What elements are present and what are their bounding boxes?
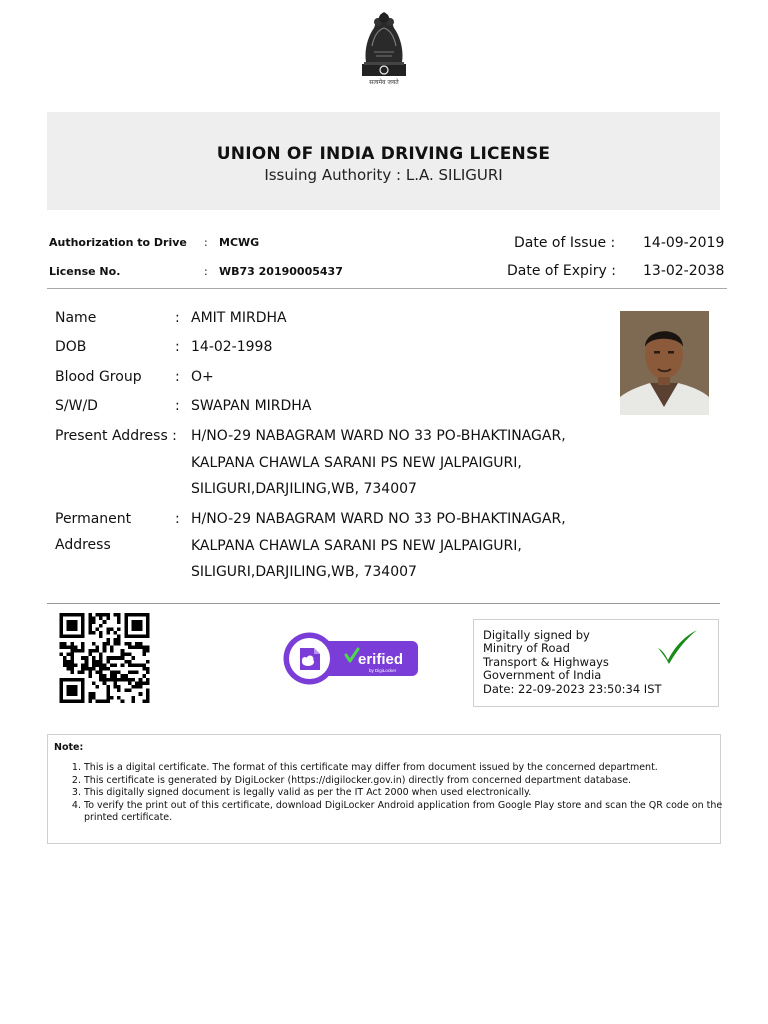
name-colon: : <box>175 310 180 326</box>
swd-value: SWAPAN MIRDHA <box>191 398 312 414</box>
note-item: 4. To verify the print out of this certificate, download DigiLocker Android application from Google Play store and scan the QR code on the printed certificate. <box>84 800 740 825</box>
expiry-date-label: Date of Expiry : <box>507 263 616 279</box>
note-title: Note: <box>54 742 84 753</box>
name-label: Name <box>55 310 97 326</box>
permanent-address-line: KALPANA CHAWLA SARANI PS NEW JALPAIGURI, <box>191 538 522 554</box>
swd-colon: : <box>175 398 180 414</box>
issue-date-label: Date of Issue : <box>514 235 616 251</box>
name-value: AMIT MIRDHA <box>191 310 287 326</box>
license-number-value: WB73 20190005437 <box>219 265 343 278</box>
blood-group-label: Blood Group <box>55 369 142 385</box>
swd-label: S/W/D <box>55 398 98 414</box>
permanent-address-colon: : <box>175 511 180 527</box>
present-address-line: SILIGURI,DARJILING,WB, 734007 <box>191 481 417 497</box>
license-header <box>47 112 720 210</box>
authorization-value: MCWG <box>219 236 260 249</box>
present-address-label: Present Address : <box>55 428 177 444</box>
dob-label: DOB <box>55 339 87 355</box>
issuing-authority: Issuing Authority : L.A. SILIGURI <box>264 166 503 184</box>
blood-group-value: O+ <box>191 369 214 385</box>
signature-line: Digitally signed by <box>483 628 590 642</box>
signature-line: Minitry of Road <box>483 641 570 655</box>
dob-value: 14-02-1998 <box>191 339 273 355</box>
divider <box>47 288 727 289</box>
permanent-address-label-2: Address <box>55 537 111 553</box>
qr-code[interactable] <box>57 613 152 703</box>
issue-date-value: 14-09-2019 <box>643 235 725 251</box>
authorization-label: Authorization to Drive <box>49 236 187 249</box>
authorization-colon: : <box>204 236 208 249</box>
expiry-date-value: 13-02-2038 <box>643 263 725 279</box>
permanent-address-label: Permanent <box>55 511 132 527</box>
dob-colon: : <box>175 339 180 355</box>
holder-photo <box>620 311 709 415</box>
present-address-line: KALPANA CHAWLA SARANI PS NEW JALPAIGURI, <box>191 455 522 471</box>
signature-line: Transport & Highways <box>483 655 609 669</box>
badge-subtext: by DigiLocker <box>369 668 397 673</box>
note-list <box>56 762 740 825</box>
checkmark-icon <box>655 628 699 666</box>
note-item: 3. This digitally signed document is legally valid as per the IT Act 2000 when used electronically. <box>84 787 740 800</box>
document-title: UNION OF INDIA DRIVING LICENSE <box>216 144 551 164</box>
permanent-address-line: H/NO-29 NABAGRAM WARD NO 33 PO-BHAKTINAGAR, <box>191 511 566 527</box>
blood-group-colon: : <box>175 369 180 385</box>
present-address-line: H/NO-29 NABAGRAM WARD NO 33 PO-BHAKTINAGAR, <box>191 428 566 444</box>
permanent-address-line: SILIGURI,DARJILING,WB, 734007 <box>191 564 417 580</box>
signature-line: Government of India <box>483 668 602 682</box>
note-item: 1. This is a digital certificate. The format of this certificate may differ from document issued by the concerned department. <box>84 762 740 775</box>
signature-date: Date: 22-09-2023 23:50:34 IST <box>483 682 662 696</box>
note-item: 2. This certificate is generated by DigiLocker (https://digilocker.gov.in) directly from concerned department database. <box>84 775 740 788</box>
badge-text: erified <box>358 651 404 668</box>
license-number-colon: : <box>204 265 208 278</box>
verified-by-digilocker-badge <box>283 632 420 685</box>
license-number-label: License No. <box>49 265 121 278</box>
divider <box>47 603 720 604</box>
emblem-motto: सत्यमेव जयते <box>369 79 399 86</box>
